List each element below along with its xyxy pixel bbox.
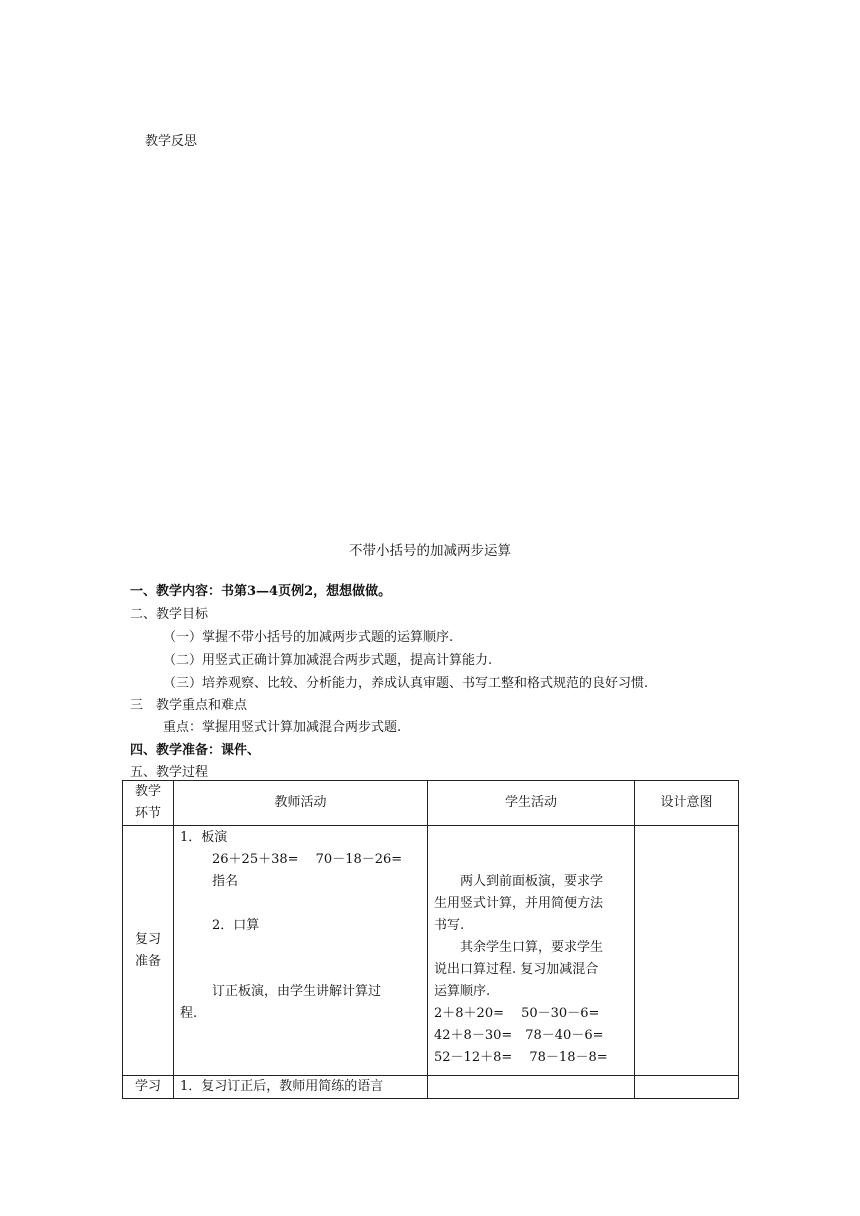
lesson-title: 不带小括号的加减两步运算 (349, 543, 511, 559)
goal-item: （一）掌握不带小括号的加减两步式题的运算顺序. (163, 630, 454, 645)
row-stage-line2: 准备 (134, 953, 161, 969)
goal-item: （二）用竖式正确计算加减混合两步式题，提高计算能力. (163, 653, 493, 668)
teacher-line: 1．板演 (180, 830, 228, 845)
student-line: 其余学生口算，要求学生 (460, 940, 604, 955)
lesson-process-table (122, 780, 739, 1099)
student-line: 42＋8－30= 78－40－6= (434, 1028, 604, 1043)
teacher-line: 26＋25＋38= 70－18－26= (212, 852, 403, 867)
header-stage-line2: 环节 (134, 806, 161, 821)
section-prep: 四、教学准备：课件、 (130, 743, 261, 758)
student-activity-cell (428, 826, 635, 1076)
row-stage-cell (123, 826, 174, 1076)
row-stage-line1: 复习 (134, 931, 161, 947)
student-activity-cell (428, 1076, 635, 1099)
teacher-line: 指名 (212, 874, 239, 889)
header-design: 设计意图 (635, 781, 739, 826)
section-keypoints-heading: 三 教学重点和难点 (130, 698, 248, 713)
design-intent-cell (635, 1076, 739, 1099)
student-line: 说出口算过程. 复习加减混合 (434, 962, 599, 977)
keypoint: 重点：掌握用竖式计算加减混合两步式题. (163, 720, 402, 735)
header-stage (123, 781, 174, 826)
student-line: 运算顺序. (434, 984, 491, 999)
teacher-line: 2．口算 (212, 918, 260, 933)
design-intent-cell (635, 826, 739, 1076)
row-stage-cell: 学习 (123, 1076, 174, 1099)
header-stage-line1: 教学 (134, 784, 161, 799)
section-process-heading: 五、教学过程 (130, 765, 209, 780)
teacher-line: 程. (180, 1006, 198, 1021)
table-row (123, 1076, 739, 1099)
goal-item: （三）培养观察、比较、分析能力，养成认真审题、书写工整和格式规范的良好习惯. (163, 676, 649, 691)
student-line: 两人到前面板演，要求学 (460, 874, 604, 889)
student-line: 2＋8＋20= 50－30－6= (434, 1006, 600, 1021)
reflection-heading: 教学反思 (145, 134, 198, 149)
teacher-activity-cell: 1．复习订正后，教师用简练的语言 (174, 1076, 428, 1099)
header-student: 学生活动 (428, 781, 635, 826)
teacher-line: 订正板演，由学生讲解计算过 (212, 984, 382, 999)
table-header-row (123, 781, 739, 826)
table-row (123, 826, 739, 1076)
section-goals-heading: 二、教学目标 (130, 607, 209, 622)
header-teacher: 教师活动 (174, 781, 428, 826)
teacher-activity-cell (174, 826, 428, 1076)
student-line: 52－12＋8= 78－18－8= (434, 1050, 608, 1065)
student-line: 书写. (434, 918, 465, 933)
student-line: 生用竖式计算，并用简便方法 (434, 896, 604, 911)
section-content: 一、教学内容：书第3—4页例2，想想做做。 (130, 584, 392, 599)
